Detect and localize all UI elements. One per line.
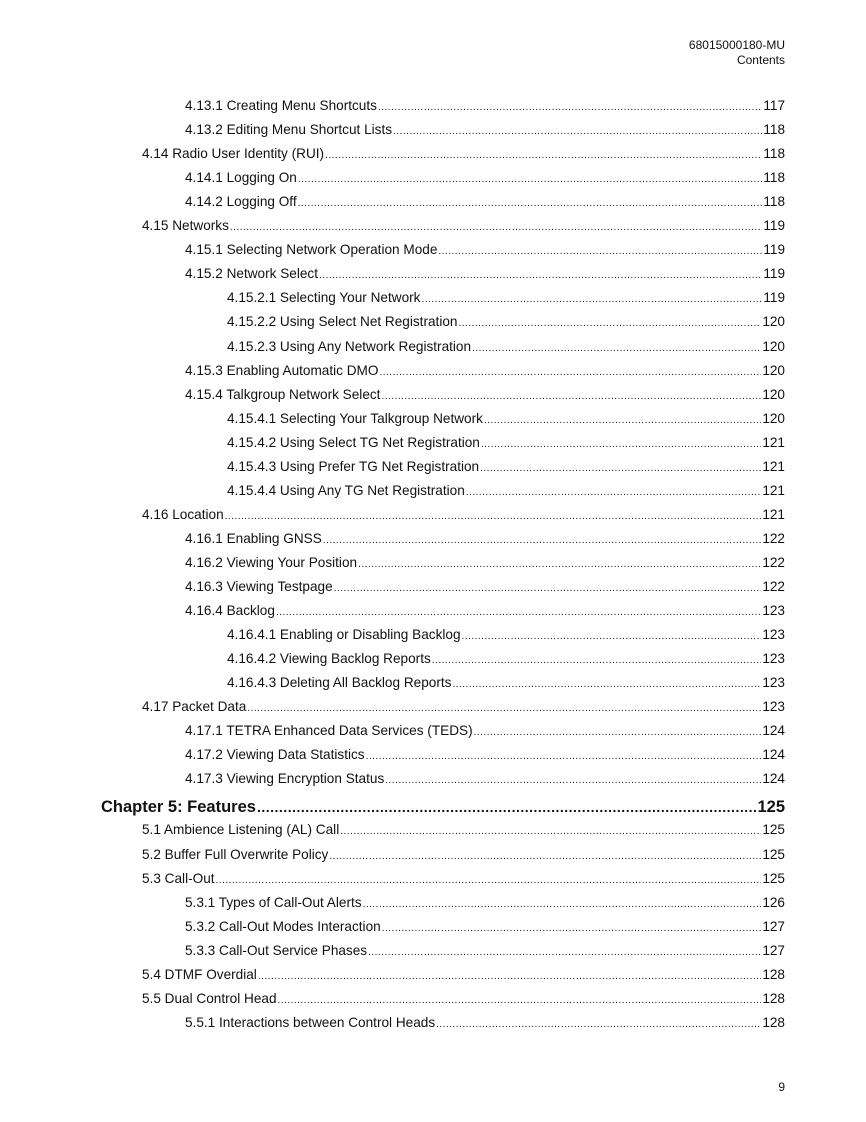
dot-leader bbox=[480, 459, 761, 479]
dot-leader bbox=[421, 290, 762, 310]
toc-entry-title: 5.4 DTMF Overdial bbox=[142, 966, 257, 982]
toc-entry-page: 119 bbox=[763, 218, 785, 234]
toc-entry-title: 4.16.2 Viewing Your Position bbox=[185, 554, 358, 570]
toc-entry[interactable] bbox=[227, 312, 785, 332]
toc-entry-page: 123 bbox=[762, 651, 785, 667]
dot-leader bbox=[319, 266, 762, 286]
toc-entry-title: 4.14.1 Logging On bbox=[185, 170, 297, 186]
toc-entry-page: 126 bbox=[762, 894, 785, 910]
toc-entry[interactable] bbox=[227, 625, 785, 645]
toc-entry-page: 124 bbox=[762, 723, 785, 739]
dot-leader bbox=[278, 991, 762, 1011]
dot-leader bbox=[438, 242, 762, 262]
dot-leader bbox=[323, 531, 762, 551]
toc-entry-page: 118 bbox=[763, 194, 785, 210]
toc-entry[interactable] bbox=[142, 144, 785, 164]
toc-entry-page: 127 bbox=[762, 918, 785, 934]
toc-entry-title: 4.15.4 Talkgroup Network Select bbox=[185, 386, 381, 402]
toc-entry-title: 4.15.4.3 Using Prefer TG Net Registration bbox=[227, 458, 480, 474]
toc-entry[interactable] bbox=[227, 433, 785, 453]
toc-chapter-entry[interactable] bbox=[101, 794, 785, 820]
toc-entry[interactable] bbox=[142, 989, 785, 1009]
toc-entry[interactable] bbox=[185, 917, 785, 937]
toc-entry[interactable] bbox=[185, 529, 785, 549]
toc-entry[interactable] bbox=[185, 577, 785, 597]
dot-leader bbox=[379, 363, 761, 383]
document-number: 68015000180-MU bbox=[688, 38, 785, 52]
toc-entry-page: 124 bbox=[762, 771, 785, 787]
dot-leader bbox=[230, 218, 762, 238]
toc-entry-title: 4.17.3 Viewing Encryption Status bbox=[185, 771, 385, 787]
toc-entry-page: 124 bbox=[762, 747, 785, 763]
toc-entry-title: 4.15.4.4 Using Any TG Net Registration bbox=[227, 482, 465, 498]
toc-entry[interactable] bbox=[227, 481, 785, 501]
toc-entry[interactable] bbox=[185, 240, 785, 260]
toc-entry-page: 117 bbox=[763, 98, 785, 113]
toc-entry[interactable] bbox=[227, 337, 785, 357]
section-name: Contents bbox=[736, 53, 785, 67]
toc-entry[interactable] bbox=[185, 601, 785, 621]
toc-entry[interactable] bbox=[227, 288, 785, 308]
toc-entry-page: 119 bbox=[763, 266, 785, 282]
dot-leader bbox=[484, 411, 761, 431]
toc-entry-page: 125 bbox=[762, 822, 785, 838]
toc-entry-title: 4.15 Networks bbox=[142, 218, 229, 234]
toc-entry-page: 123 bbox=[762, 603, 785, 619]
dot-leader bbox=[257, 794, 757, 820]
toc-entry[interactable] bbox=[142, 505, 785, 525]
toc-entry-title: 4.14.2 Logging Off bbox=[185, 194, 297, 210]
toc-entry-page: 128 bbox=[762, 1014, 785, 1030]
toc-entry[interactable] bbox=[142, 820, 785, 840]
toc-entry-title: 4.15.2.3 Using Any Network Registration bbox=[227, 338, 472, 354]
toc-entry[interactable] bbox=[142, 697, 785, 717]
dot-leader bbox=[458, 314, 761, 334]
toc-entry-page: 119 bbox=[763, 242, 785, 258]
dot-leader bbox=[216, 871, 762, 891]
toc-entry-title: 4.15.3 Enabling Automatic DMO bbox=[185, 362, 379, 378]
toc-entry[interactable] bbox=[142, 965, 785, 985]
toc-entry[interactable] bbox=[185, 361, 785, 381]
toc-entry-page: 119 bbox=[763, 290, 785, 306]
dot-leader bbox=[474, 723, 762, 743]
dot-leader bbox=[329, 847, 761, 867]
toc-entry-title: 5.3.2 Call-Out Modes Interaction bbox=[185, 918, 381, 934]
toc-entry-title: 5.2 Buffer Full Overwrite Policy bbox=[142, 846, 329, 862]
dot-leader bbox=[363, 895, 762, 915]
toc-entry-page: 120 bbox=[762, 338, 785, 354]
toc-entry-page: 121 bbox=[762, 434, 785, 450]
toc-entry-page: 122 bbox=[762, 554, 785, 570]
toc-entry-page: 125 bbox=[757, 798, 785, 817]
toc-entry-title: 4.17.2 Viewing Data Statistics bbox=[185, 747, 365, 763]
page-header bbox=[689, 38, 785, 68]
toc-entry-title: Chapter 5: Features bbox=[101, 798, 256, 817]
dot-leader bbox=[481, 435, 761, 455]
toc-entry-title: 4.15.2 Network Select bbox=[185, 266, 318, 282]
toc-entry[interactable] bbox=[185, 941, 785, 961]
toc-entry-page: 123 bbox=[762, 675, 785, 691]
toc-entry-title: 4.15.2.2 Using Select Net Registration bbox=[227, 314, 458, 330]
toc-entry-page: 120 bbox=[762, 362, 785, 378]
toc-entry-title: 4.16.4.2 Viewing Backlog Reports bbox=[227, 651, 431, 667]
toc-entry-title: 5.5.1 Interactions between Control Heads bbox=[185, 1014, 436, 1030]
toc-entry[interactable] bbox=[185, 553, 785, 573]
dot-leader bbox=[276, 603, 761, 623]
toc-entry-title: 4.16 Location bbox=[142, 506, 224, 522]
toc-entry-title: 4.15.4.1 Selecting Your Talkgroup Network bbox=[227, 410, 483, 426]
toc-entry-page: 121 bbox=[762, 458, 785, 474]
dot-leader bbox=[393, 122, 762, 142]
toc-entry-page: 125 bbox=[762, 846, 785, 862]
toc-entry[interactable] bbox=[185, 168, 785, 188]
dot-leader bbox=[368, 943, 761, 963]
toc-entry-title: 4.13.2 Editing Menu Shortcut Lists bbox=[185, 122, 393, 138]
dot-leader bbox=[340, 822, 761, 842]
toc-entry-title: 4.17 Packet Data bbox=[142, 699, 247, 715]
toc-entry[interactable] bbox=[185, 120, 785, 140]
toc-entry[interactable] bbox=[185, 385, 785, 405]
dot-leader bbox=[432, 651, 762, 671]
toc-entry-title: 4.16.3 Viewing Testpage bbox=[185, 579, 333, 594]
dot-leader bbox=[382, 919, 762, 939]
toc-entry-page: 125 bbox=[762, 870, 785, 886]
toc-entry-page: 120 bbox=[762, 314, 785, 330]
toc-entry-title: 4.17.1 TETRA Enhanced Data Services (TEDS) bbox=[185, 723, 473, 739]
toc-entry[interactable] bbox=[185, 769, 785, 789]
toc-entry-page: 128 bbox=[762, 966, 785, 982]
toc-entry[interactable] bbox=[227, 649, 785, 669]
toc-entry[interactable] bbox=[142, 216, 785, 236]
dot-leader bbox=[334, 579, 762, 599]
toc-entry[interactable] bbox=[185, 96, 785, 116]
toc-entry-title: 5.3.3 Call-Out Service Phases bbox=[185, 942, 368, 958]
toc-entry-title: 4.16.1 Enabling GNSS bbox=[185, 530, 322, 546]
toc-entry-page: 118 bbox=[763, 146, 785, 162]
toc-entry[interactable] bbox=[227, 673, 785, 693]
toc-entry-page: 120 bbox=[762, 410, 785, 426]
toc-entry-title: 4.16.4.1 Enabling or Disabling Backlog bbox=[227, 627, 461, 643]
dot-leader bbox=[385, 771, 761, 791]
toc-entry-page: 123 bbox=[762, 627, 785, 643]
toc-entry-page: 122 bbox=[762, 579, 785, 594]
toc-entry[interactable] bbox=[185, 893, 785, 913]
dot-leader bbox=[358, 555, 761, 575]
dot-leader bbox=[381, 387, 761, 407]
dot-leader bbox=[325, 146, 762, 166]
toc-entry-title: 5.3.1 Types of Call-Out Alerts bbox=[185, 894, 362, 910]
toc-entry-title: 4.14 Radio User Identity (RUI) bbox=[142, 146, 325, 162]
toc-entry[interactable] bbox=[185, 721, 785, 741]
dot-leader bbox=[298, 170, 762, 190]
toc-entry[interactable] bbox=[227, 409, 785, 429]
toc-entry-title: 4.15.2.1 Selecting Your Network bbox=[227, 290, 421, 306]
toc-entry-page: 121 bbox=[762, 506, 785, 522]
toc-entry[interactable] bbox=[142, 845, 785, 865]
dot-leader bbox=[366, 747, 762, 767]
dot-leader bbox=[378, 98, 762, 118]
dot-leader bbox=[462, 627, 762, 647]
toc-entry-page: 121 bbox=[762, 482, 785, 498]
toc-entry-page: 123 bbox=[762, 699, 785, 715]
dot-leader bbox=[298, 194, 763, 214]
page-number: 9 bbox=[778, 1080, 785, 1094]
toc-entry-title: 4.16.4.3 Deleting All Backlog Reports bbox=[227, 675, 452, 691]
toc-entry[interactable] bbox=[185, 745, 785, 765]
toc-entry-title: 5.5 Dual Control Head bbox=[142, 990, 277, 1006]
dot-leader bbox=[436, 1015, 761, 1035]
toc-entry-title: 4.13.1 Creating Menu Shortcuts bbox=[185, 98, 377, 113]
dot-leader bbox=[452, 675, 761, 695]
toc-entry[interactable] bbox=[227, 457, 785, 477]
toc-entry-title: 4.16.4 Backlog bbox=[185, 603, 275, 619]
toc-entry-page: 128 bbox=[762, 990, 785, 1006]
toc-entry-page: 120 bbox=[762, 386, 785, 402]
toc-entry-title: 5.1 Ambience Listening (AL) Call bbox=[142, 822, 340, 838]
dot-leader bbox=[466, 483, 762, 503]
dot-leader bbox=[472, 339, 761, 359]
dot-leader bbox=[225, 507, 762, 527]
toc-entry[interactable] bbox=[185, 264, 785, 284]
toc-entry-page: 122 bbox=[762, 530, 785, 546]
toc-entry-title: 4.15.4.2 Using Select TG Net Registration bbox=[227, 434, 480, 450]
toc-entry-title: 4.15.1 Selecting Network Operation Mode bbox=[185, 242, 438, 258]
toc-entry-title: 5.3 Call-Out bbox=[142, 870, 215, 886]
toc-entry[interactable] bbox=[185, 192, 785, 212]
toc-entry-page: 127 bbox=[762, 942, 785, 958]
dot-leader bbox=[247, 699, 761, 719]
toc-entry[interactable] bbox=[185, 1013, 785, 1033]
toc-entry[interactable] bbox=[142, 869, 785, 889]
dot-leader bbox=[258, 967, 761, 987]
toc-entry-page: 118 bbox=[763, 170, 785, 186]
toc-entry-page: 118 bbox=[763, 122, 785, 138]
